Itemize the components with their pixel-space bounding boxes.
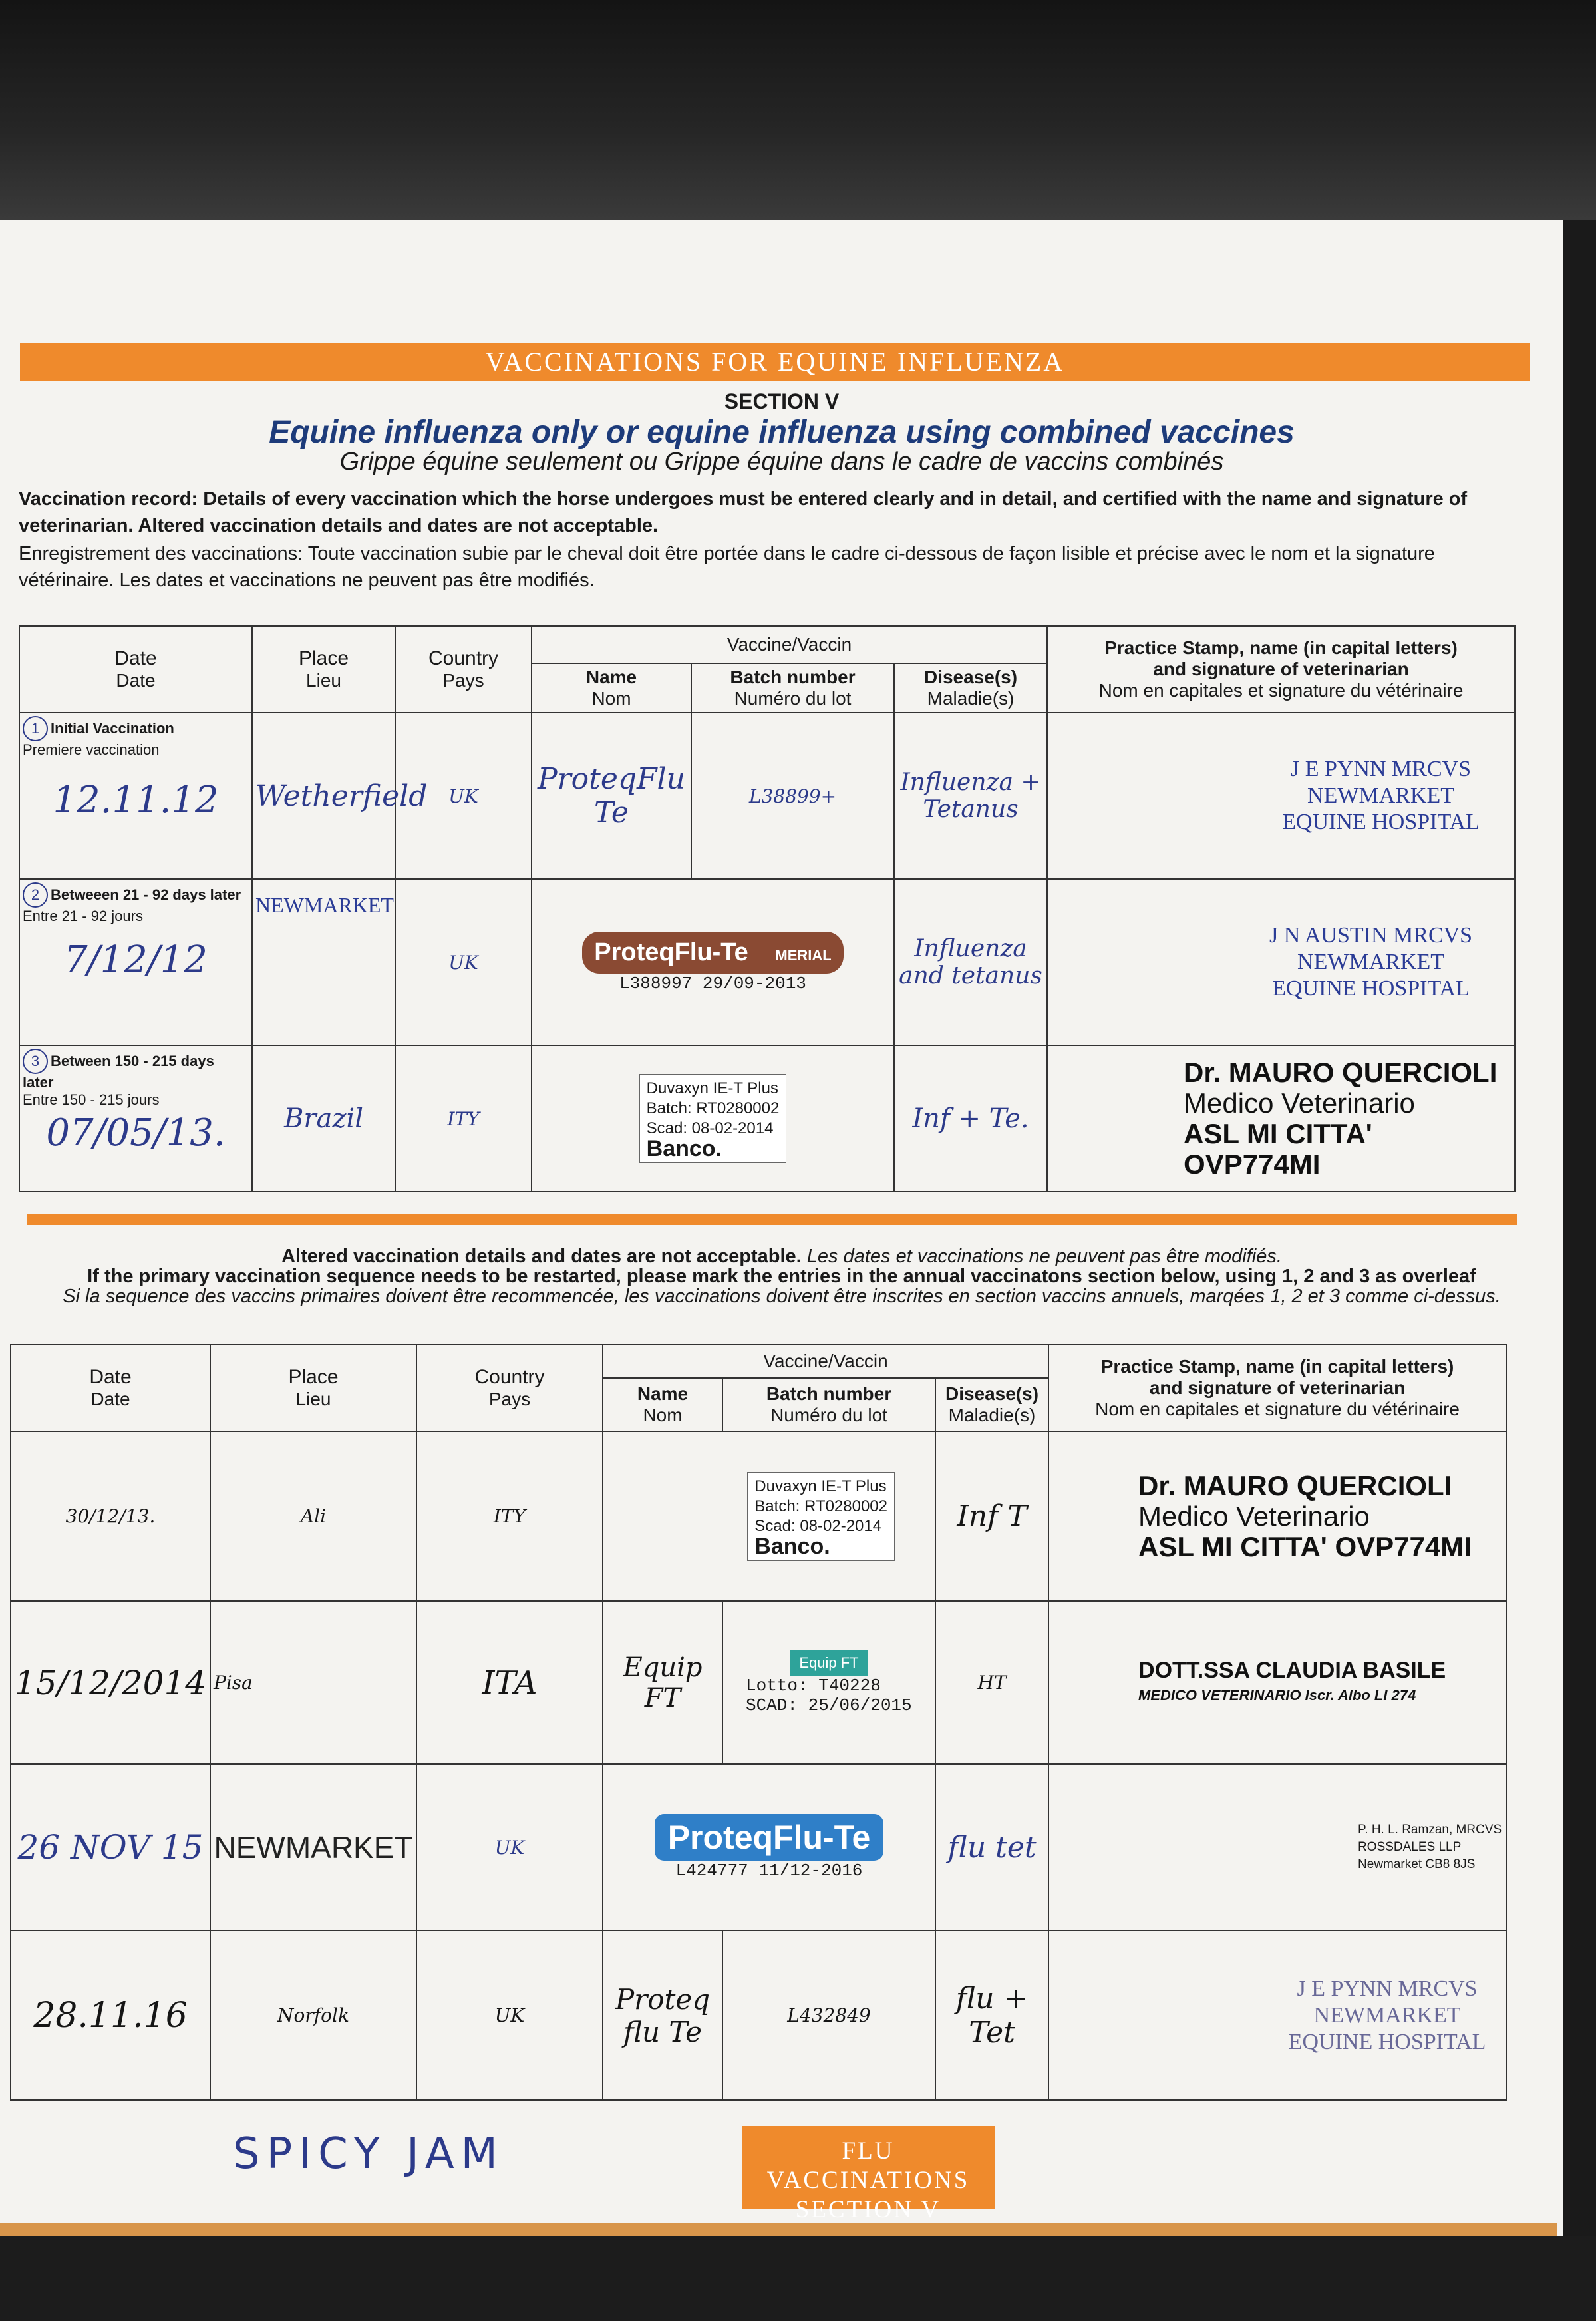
place-value: Pisa xyxy=(210,1601,416,1764)
table-row xyxy=(19,879,1515,1045)
header-country: Country Pays xyxy=(395,626,532,713)
sticker-lot: L424777 11/12-2016 xyxy=(675,1861,863,1880)
header-country: Country Pays xyxy=(416,1345,603,1431)
row-label-cell: 2 Betweeen 21 - 92 days later Entre 21 - 92 jours 7/12/12 xyxy=(19,879,252,1045)
place-value: NEWMARKET xyxy=(252,879,395,1045)
vaccine-sticker xyxy=(603,1764,935,1930)
country-value: UK xyxy=(416,1930,603,2100)
duvaxyn-label: Duvaxyn IE-T Plus Batch: RT0280002 Scad: 08-02-2014 Banco. xyxy=(747,1472,895,1561)
place-value: NEWMARKET xyxy=(210,1764,416,1930)
header-batch: Batch number Numéro du lot xyxy=(722,1378,935,1431)
practice-stamp: P. H. L. Ramzan, MRCVS ROSSDALES LLP Newmarket CB8 8JS xyxy=(1048,1764,1506,1930)
header-place: Place Lieu xyxy=(210,1345,416,1431)
header-vaccine: Vaccine/Vaccin xyxy=(603,1345,1048,1378)
practice-stamp: J N AUSTIN MRCVS NEWMARKET EQUINE HOSPITAL xyxy=(1047,879,1515,1045)
disease-value: Inf T xyxy=(935,1431,1048,1601)
date-value: 26 NOV 15 xyxy=(11,1764,210,1930)
batch-value: L432849 xyxy=(722,1930,935,2100)
duvaxyn-label: Duvaxyn IE-T Plus Batch: RT0280002 Scad: 08-02-2014 Banco. xyxy=(639,1074,787,1163)
restart-note-french: Si la sequence des vaccins primaires doivent être recommencée, les vaccinations doivent être inscrites en section vaccins annuels, marqées 1, 2 et 3 comme ci-dessus. xyxy=(63,1286,1501,1307)
vaccine-name-value: Equip FT xyxy=(603,1601,722,1764)
vaccine-sticker: Equip FT Lotto: T40228 SCAD: 25/06/2015 xyxy=(722,1601,935,1764)
vaccine-name-value: Proteq flu Te xyxy=(603,1930,722,2100)
section-title: Equine influenza only or equine influenza using combined vaccines xyxy=(269,415,1295,450)
date-value: 28.11.16 xyxy=(11,1930,210,2100)
disease-value: flu + Tet xyxy=(935,1930,1048,2100)
practice-stamp: J E PYNN MRCVS NEWMARKET EQUINE HOSPITAL xyxy=(1048,1930,1506,2100)
right-edge xyxy=(1563,220,1596,2321)
table-row xyxy=(11,1601,1506,1764)
country-value: UK xyxy=(395,713,532,879)
header-date: Date Date xyxy=(11,1345,210,1431)
vaccine-label xyxy=(603,1431,935,1601)
sticker-lot: L388997 29/09-2013 xyxy=(619,973,806,993)
country-value: ITA xyxy=(416,1601,603,1764)
header-vaccine: Vaccine/Vaccin xyxy=(532,626,1047,663)
top-banner: VACCINATIONS FOR EQUINE INFLUENZA xyxy=(20,343,1530,381)
date-value: 07/05/13. xyxy=(46,1111,226,1155)
row-label-cell: 1 Initial Vaccination Premiere vaccination 12.11.12 xyxy=(19,713,252,879)
disease-value: flu tet xyxy=(935,1764,1048,1930)
primary-vaccination-table xyxy=(19,625,1516,1192)
date-value: 7/12/12 xyxy=(64,938,208,982)
disease-value: Inf + Te. xyxy=(894,1045,1047,1192)
header-practice-stamp: Practice Stamp, name (in capital letters) and signature of veterinarian Nom en capitales et signature du vétérinaire xyxy=(1048,1345,1506,1431)
header-name: Name Nom xyxy=(603,1378,722,1431)
proteqflu-sticker: ProteqFlu-Te MERIAL xyxy=(582,932,843,974)
row-label-cell: 3 Between 150 - 215 days later Entre 150 - 215 jours 07/05/13. xyxy=(19,1045,252,1192)
place-value: Ali xyxy=(210,1431,416,1601)
place-value: Wetherfield xyxy=(252,713,395,879)
header-name: Name Nom xyxy=(532,663,691,713)
section-label: SECTION V xyxy=(724,389,840,413)
vaccine-label xyxy=(532,1045,894,1192)
header-place: Place Lieu xyxy=(252,626,395,713)
practice-stamp: J E PYNN MRCVS NEWMARKET EQUINE HOSPITAL xyxy=(1047,713,1515,879)
date-value: 12.11.12 xyxy=(53,779,219,822)
header-disease: Disease(s) Maladie(s) xyxy=(935,1378,1048,1431)
table-row xyxy=(11,1431,1506,1601)
handwritten-note: SPICY JAM xyxy=(233,2129,504,2179)
vaccine-sticker xyxy=(532,879,894,1045)
section-subtitle: Grippe équine seulement ou Grippe équine dans le cadre de vaccins combinés xyxy=(339,448,1224,476)
table-row xyxy=(19,1045,1515,1192)
place-value: Norfolk xyxy=(210,1930,416,2100)
bottom-background xyxy=(0,2236,1596,2321)
vaccine-name-value: ProteqFlu Te xyxy=(532,713,691,879)
table-row xyxy=(11,1764,1506,1930)
disease-value: Influenza + Tetanus xyxy=(894,713,1047,879)
date-value: 30/12/13. xyxy=(11,1431,210,1601)
header-date: Date Date xyxy=(19,626,252,713)
place-value: Brazil xyxy=(252,1045,395,1192)
bottom-banner: FLU VACCINATIONS SECTION V xyxy=(742,2126,995,2209)
disease-value: Influenza and tetanus xyxy=(894,879,1047,1045)
country-value: ITY xyxy=(395,1045,532,1192)
date-value: 15/12/2014 xyxy=(11,1601,210,1764)
table-row xyxy=(11,1930,1506,2100)
practice-stamp: DOTT.SSA CLAUDIA BASILE MEDICO VETERINARIO Iscr. Albo LI 274 xyxy=(1048,1601,1506,1764)
altered-note: Altered vaccination details and dates are not acceptable. Les dates et vaccinations ne peuvent pas être modifiés. xyxy=(281,1246,1282,1267)
instructions-english: Vaccination record: Details of every vaccination which the horse undergoes must be entered clearly and in detail, and certified with the name and signature of veterinarian. Altered vaccination details and dates are not acceptable. xyxy=(19,488,1468,536)
row-number-circle: 2 xyxy=(23,882,48,908)
practice-stamp: Dr. MAURO QUERCIOLI Medico Veterinario ASL MI CITTA' OVP774MI xyxy=(1048,1431,1506,1601)
annual-vaccination-table xyxy=(10,1344,1507,2101)
row-number-circle: 3 xyxy=(23,1049,48,1074)
table-row xyxy=(19,713,1515,879)
row-number-circle: 1 xyxy=(23,716,48,741)
top-background xyxy=(0,0,1596,220)
proteqflu-sticker: ProteqFlu-Te xyxy=(655,1814,884,1861)
practice-stamp: Dr. MAURO QUERCIOLI Medico Veterinario ASL MI CITTA' OVP774MI xyxy=(1047,1045,1515,1192)
disease-value: HT xyxy=(935,1601,1048,1764)
country-value: UK xyxy=(395,879,532,1045)
instructions-french: Enregistrement des vaccinations: Toute vaccination subie par le cheval doit être portée dans le cadre ci-dessous de façon lisible et précise avec le nom et la signature vétérinaire. Les dates et vaccinations ne peuvent pas être modifiés. xyxy=(19,543,1435,591)
header-practice-stamp: Practice Stamp, name (in capital letters) and signature of veterinarian Nom en capitales et signature du vétérinaire xyxy=(1047,626,1515,713)
page-bottom-edge xyxy=(0,2223,1557,2236)
country-value: ITY xyxy=(416,1431,603,1601)
mid-banner-strip xyxy=(27,1214,1517,1225)
restart-note-english: If the primary vaccination sequence needs to be restarted, please mark the entries in the annual vaccinatons section below, using 1, 2 and 3 as overleaf xyxy=(87,1266,1476,1287)
batch-value: L38899+ xyxy=(691,713,894,879)
country-value: UK xyxy=(416,1764,603,1930)
header-disease: Disease(s) Maladie(s) xyxy=(894,663,1047,713)
equip-ft-sticker: Equip FT xyxy=(790,1650,868,1676)
header-batch: Batch number Numéro du lot xyxy=(691,663,894,713)
